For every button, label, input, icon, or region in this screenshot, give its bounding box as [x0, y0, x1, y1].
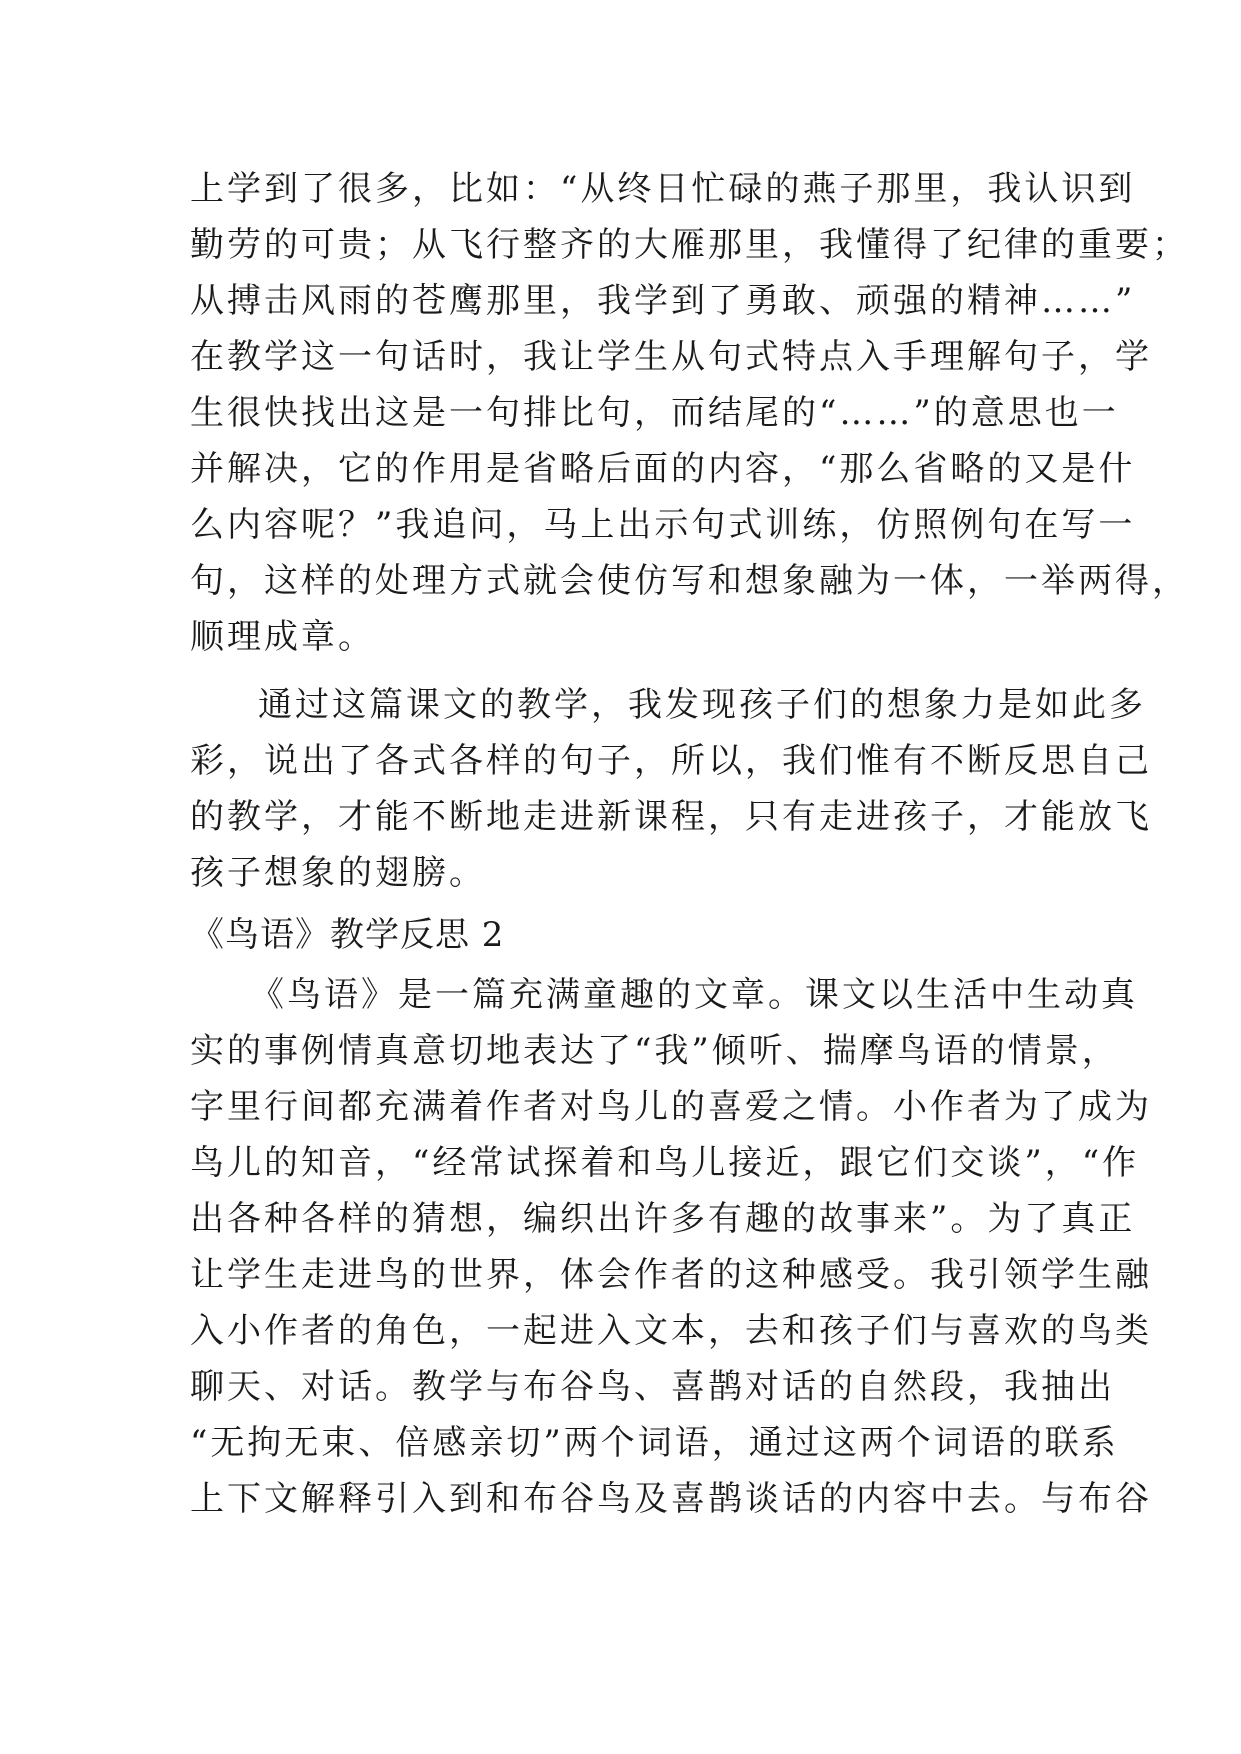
section-heading: 《鸟语》教学反思 2	[190, 915, 505, 955]
paragraph3-line-8: 聊天、对话。教学与布谷鸟、喜鹊对话的自然段，我抽出	[190, 1367, 1115, 1407]
paragraph2-line-4: 孩子想象的翅膀。	[190, 853, 486, 893]
paragraph1-line-8: 句，这样的处理方式就会使仿写和想象融为一体，一举两得，	[190, 561, 1189, 601]
paragraph2-line-1: 通过这篇课文的教学，我发现孩子们的想象力是如此多	[258, 685, 1146, 725]
paragraph3-line-1: 《鸟语》是一篇充满童趣的文章。课文以生活中生动真	[250, 975, 1138, 1015]
paragraph1-line-9: 顺理成章。	[190, 617, 375, 657]
paragraph3-line-3: 字里行间都充满着作者对鸟儿的喜爱之情。小作者为了成为	[190, 1087, 1152, 1127]
paragraph1-line-2: 勤劳的可贵；从飞行整齐的大雁那里，我懂得了纪律的重要；	[190, 225, 1189, 265]
paragraph3-line-2: 实的事例情真意切地表达了“我”倾听、揣摩鸟语的情景，	[190, 1031, 1119, 1071]
paragraph1-line-4: 在教学这一句话时，我让学生从句式特点入手理解句子，学	[190, 337, 1152, 377]
paragraph3-line-7: 入小作者的角色，一起进入文本，去和孩子们与喜欢的鸟类	[190, 1311, 1152, 1351]
paragraph1-line-3: 从搏击风雨的苍鹰那里，我学到了勇敢、顽强的精神……”	[190, 281, 1136, 321]
paragraph3-line-9: “无拘无束、倍感亲切”两个词语，通过这两个词语的联系	[190, 1423, 1119, 1463]
paragraph2-line-3: 的教学，才能不断地走进新课程，只有走进孩子，才能放飞	[190, 797, 1152, 837]
paragraph1-line-6: 并解决，它的作用是省略后面的内容，“那么省略的又是什	[190, 449, 1136, 489]
paragraph2-line-2: 彩，说出了各式各样的句子，所以，我们惟有不断反思自己	[190, 741, 1152, 781]
paragraph3-line-6: 让学生走进鸟的世界，体会作者的这种感受。我引领学生融	[190, 1255, 1152, 1295]
paragraph3-line-4: 鸟儿的知音，“经常试探着和鸟儿接近，跟它们交谈”，“作	[190, 1143, 1140, 1183]
paragraph1-line-7: 么内容呢？”我追问，马上出示句式训练，仿照例句在写一	[190, 505, 1136, 545]
paragraph3-line-10: 上下文解释引入到和布谷鸟及喜鹊谈话的内容中去。与布谷	[190, 1479, 1152, 1519]
paragraph1-line-1: 上学到了很多，比如：“从终日忙碌的燕子那里，我认识到	[190, 169, 1136, 209]
paragraph1-line-5: 生很快找出这是一句排比句，而结尾的“……”的意思也一	[190, 393, 1119, 433]
paragraph3-line-5: 出各种各样的猜想，编织出许多有趣的故事来”。为了真正	[190, 1199, 1136, 1239]
